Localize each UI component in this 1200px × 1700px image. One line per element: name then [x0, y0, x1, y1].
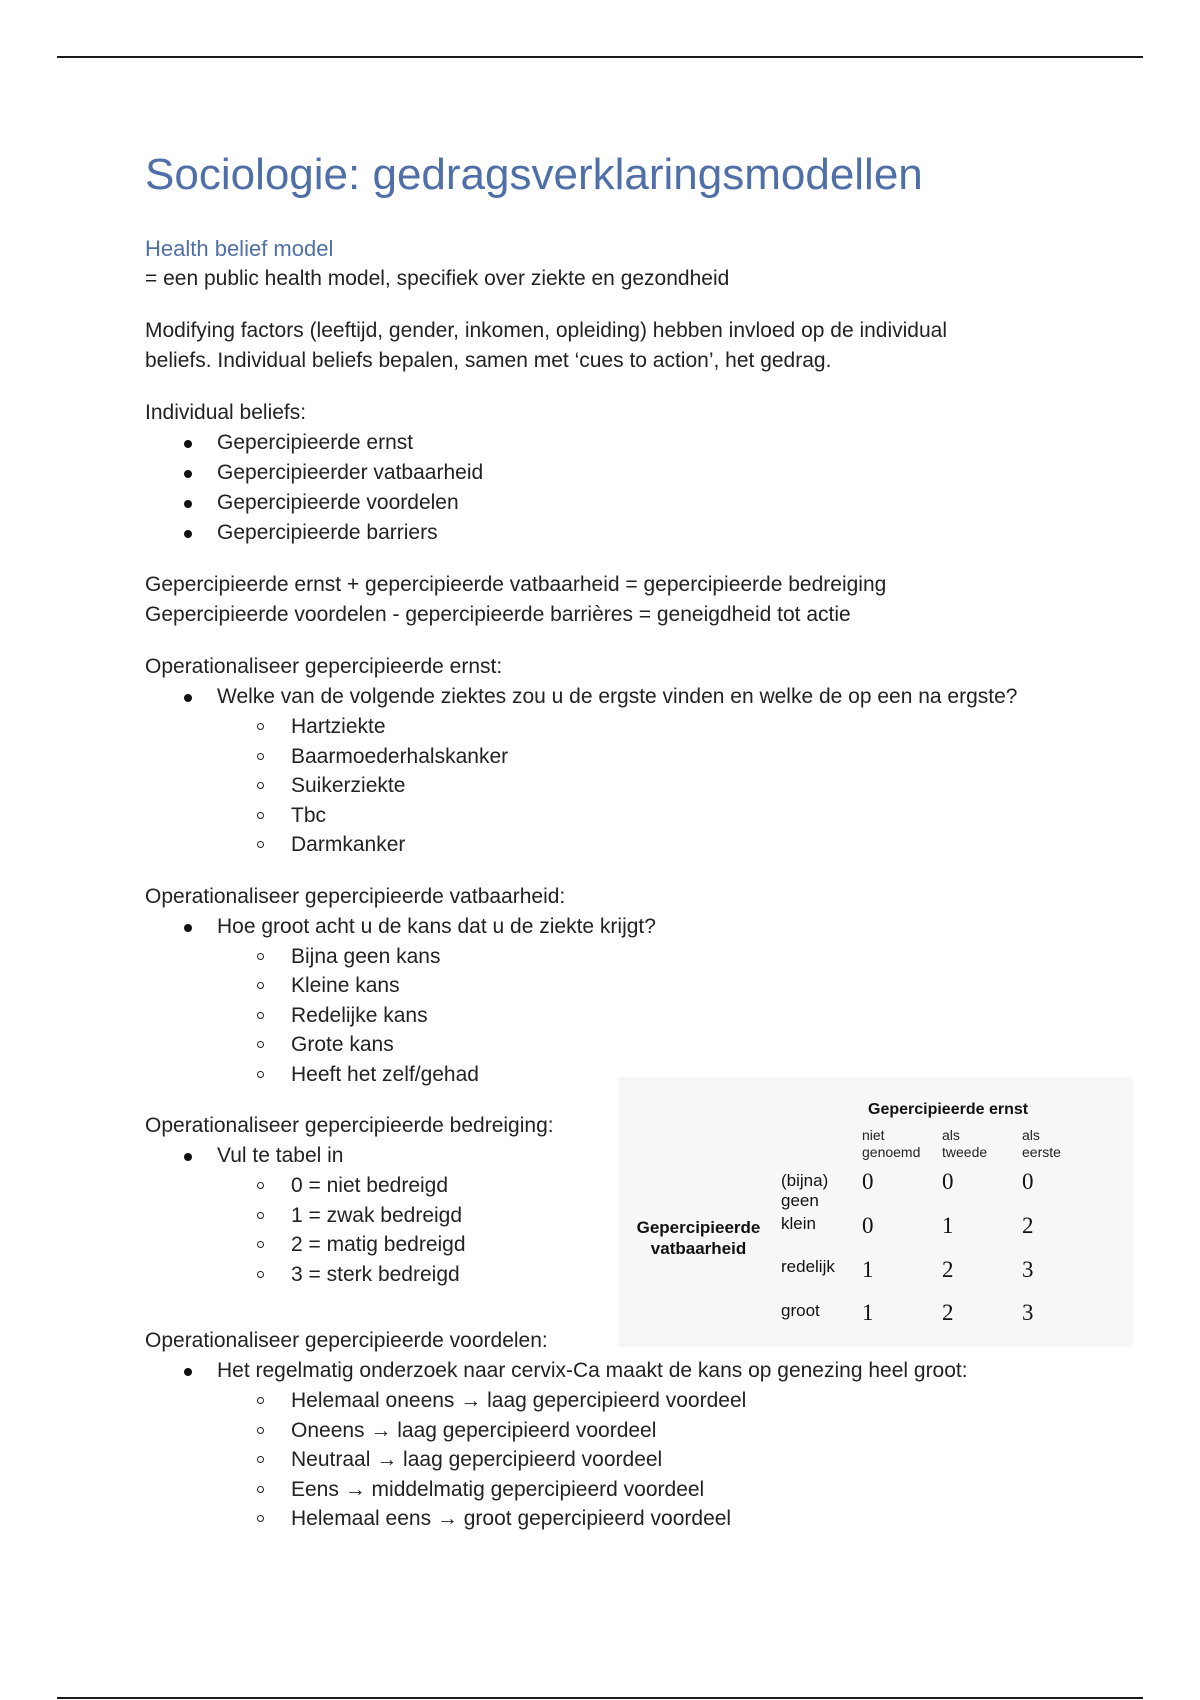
list-item: 3 = sterk bedreigd: [145, 1260, 1145, 1290]
voordelen-list: [145, 1356, 1145, 1386]
list-item: Grote kans: [145, 1030, 1145, 1060]
beliefs-list: [145, 428, 1145, 548]
list-item: Gepercipieerder vatbaarheid: [145, 458, 1145, 488]
column-header: niet genoemd: [862, 1127, 921, 1160]
vatbaarheid-list: [145, 912, 1145, 942]
list-item: Redelijke kans: [145, 1001, 1145, 1031]
threat-table: [618, 1077, 1133, 1347]
intro-line-2: beliefs. Individual beliefs bepalen, samen met ‘cues to action’, het gedrag.: [145, 349, 832, 372]
page-title: Sociologie: gedragsverklaringsmodellen: [145, 150, 923, 199]
list-item: Baarmoederhalskanker: [145, 742, 1145, 772]
vatbaarheid-question: Hoe groot acht u de kans dat u de ziekte krijgt?: [145, 912, 1145, 942]
row-axis-label: Gepercipieerde vatbaarheid: [636, 1218, 761, 1258]
list-item: 1 = zwak bedreigd: [145, 1201, 1145, 1231]
list-item: Gepercipieerde voordelen: [145, 488, 1145, 518]
table-cell: 2: [1022, 1213, 1034, 1238]
list-item: 2 = matig bedreigd: [145, 1230, 1145, 1260]
list-item: Tbc: [145, 801, 1145, 831]
list-item: Gepercipieerde ernst: [145, 428, 1145, 458]
list-item: Darmkanker: [145, 830, 1145, 860]
table-cell: 0: [862, 1213, 874, 1238]
intro-line-1: Modifying factors (leeftijd, gender, inkomen, opleiding) hebben invloed op de individual: [145, 319, 948, 342]
list-item: Bijna geen kans: [145, 942, 1145, 972]
bedreiging-instruction: Vul te tabel in: [145, 1141, 1145, 1171]
ernst-list: [145, 682, 1145, 712]
column-header: als eerste: [1022, 1127, 1061, 1160]
table-cell: 2: [942, 1300, 954, 1325]
ernst-heading: Operationaliseer gepercipieerde ernst:: [145, 655, 503, 678]
row-label: klein: [781, 1214, 816, 1233]
ernst-question: Welke van de volgende ziektes zou u de ergste vinden en welke de op een na ergste?: [145, 682, 1145, 712]
voordelen-options: [145, 1386, 1145, 1534]
bedreiging-heading: Operationaliseer gepercipieerde bedreiging:: [145, 1114, 554, 1137]
list-item: Helemaal oneens → laag gepercipieerd voordeel: [145, 1386, 1145, 1416]
definition-text: = een public health model, specifiek over ziekte en gezondheid: [145, 267, 730, 290]
list-item: Helemaal eens → groot gepercipieerd voordeel: [145, 1504, 1145, 1534]
top-rule: [57, 56, 1143, 58]
list-item: 0 = niet bedreigd: [145, 1171, 1145, 1201]
table-cell: 1: [862, 1257, 874, 1282]
list-item: Suikerziekte: [145, 771, 1145, 801]
vatbaarheid-heading: Operationaliseer gepercipieerde vatbaarheid:: [145, 884, 566, 908]
table-cell: 0: [942, 1169, 954, 1194]
row-label: groot: [781, 1301, 820, 1320]
table-cell: 0: [1022, 1169, 1034, 1194]
table-cell: 3: [1022, 1300, 1034, 1325]
table-cell: 1: [862, 1300, 874, 1325]
ernst-options: [145, 712, 1145, 860]
formula-action: Gepercipieerde voordelen - gepercipieerde barrières = geneigdheid tot actie: [145, 603, 851, 626]
table-cell: 1: [942, 1213, 954, 1238]
formula-threat: Gepercipieerde ernst + gepercipieerde vatbaarheid = gepercipieerde bedreiging: [145, 573, 887, 596]
list-item: Neutraal → laag gepercipieerd voordeel: [145, 1445, 1145, 1475]
beliefs-heading: Individual beliefs:: [145, 401, 307, 424]
table-cell: 0: [862, 1169, 874, 1194]
list-item: Eens → middelmatig gepercipieerd voordeel: [145, 1475, 1145, 1505]
voordelen-heading: Operationaliseer gepercipieerde voordelen:: [145, 1329, 548, 1352]
column-header: als tweede: [942, 1127, 988, 1160]
row-label: (bijna) geen: [781, 1171, 829, 1210]
list-item: Kleine kans: [145, 971, 1145, 1001]
bottom-rule: [57, 1697, 1143, 1699]
table-cell: 2: [942, 1257, 954, 1282]
voordelen-question: Het regelmatig onderzoek naar cervix-Ca maakt de kans op genezing heel groot:: [145, 1356, 1145, 1386]
vatbaarheid-options: [145, 942, 1145, 1090]
table-title: Gepercipieerde ernst: [868, 1101, 1029, 1118]
section-heading: Health belief model: [145, 236, 334, 261]
list-item: Gepercipieerde barriers: [145, 518, 1145, 548]
row-label: redelijk: [781, 1257, 835, 1276]
list-item: Hartziekte: [145, 712, 1145, 742]
list-item: Oneens → laag gepercipieerd voordeel: [145, 1416, 1145, 1446]
list-item: Heeft het zelf/gehad: [145, 1060, 1145, 1090]
table-cell: 3: [1022, 1257, 1034, 1282]
